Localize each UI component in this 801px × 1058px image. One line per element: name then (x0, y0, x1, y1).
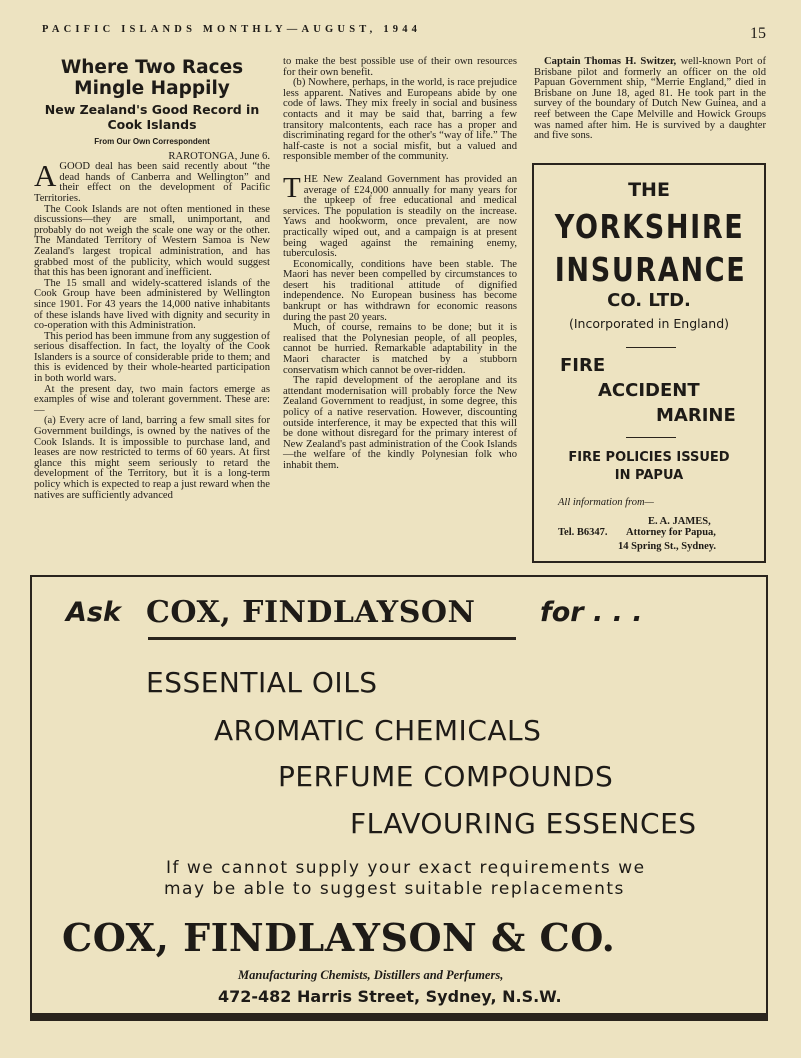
obituary-paragraph (534, 57, 766, 142)
ad-fire: FIRE (560, 355, 606, 376)
ad-note-line1: If we cannot supply your exact requirements we (166, 858, 646, 878)
ad-telephone: Tel. B6347. (558, 527, 608, 538)
ad-agent: E. A. JAMES, (648, 516, 711, 527)
obituary-name: Captain Thomas H. Switzer, (544, 56, 677, 67)
ad-divider (626, 347, 676, 348)
yorkshire-insurance-ad (532, 163, 766, 563)
paragraph-text: to make the best possible use of their own resources for their own benefit. (283, 56, 517, 78)
ad-divider (626, 437, 676, 438)
product-aromatic-chemicals: AROMATIC CHEMICALS (214, 714, 542, 747)
ad-company-address: 472-482 Harris Street, Sydney, N.S.W. (218, 987, 562, 1006)
ad-brand-underline (148, 637, 516, 640)
paragraph-text: HE New Zealand Government has provided an average of £24,000 annually for many years for the upkeep of free educational and medical services. The population is steadily on the increase. Yaws and hookworm, once prevalent, are now practically wiped out, and a campaign is at present being waged against the remaining enemy, tuberculosis. (283, 173, 517, 260)
article-paragraph (283, 57, 517, 78)
ad-for: for . . . (540, 597, 643, 628)
drop-cap: A (34, 158, 57, 194)
cox-findlayson-ad (30, 575, 768, 1015)
product-essential-oils: ESSENTIAL OILS (146, 666, 378, 699)
ad-marine: MARINE (656, 405, 736, 426)
paragraph-text: GOOD deal has been said recently about “the dead hands of Canberra and Wellington” and their effect on the development of Pacific Territories. (34, 161, 270, 204)
drop-cap: T (283, 171, 301, 204)
ad-attorney: Attorney for Papua, (626, 527, 716, 538)
article-paragraph (283, 171, 517, 260)
paragraph-text: The Cook Islands are not often mentioned in these discussions—they are small, unimportant, and probably do not weigh the scale one way or the other. The Mandated Territory of Western Samoa is New Zealand's largest tropical administration, and has grabbed most of the publicity, which would suggest that this has been ignorant and inefficient. (34, 203, 270, 279)
ad-policies-line2: IN PAPUA (614, 468, 684, 483)
paragraph-text: Economically, conditions have been stable. The Maori has never been compelled by circumstances to desert his traditional attitude of dignified independence. No European business has become bankrupt or has withdrawn for economic reasons during the past 20 years. (283, 258, 517, 323)
obituary-text: well-known Port of Brisbane pilot and formerly an officer on the old Papuan Government ship, “Merrie England,” died in Brisbane on June 18, aged 81. He took part in the survey of the boundary of Dutch New Guinea, and a reef between the Cape Melville and Howick Groups was named after him. He is survived by a daughter and five sons. (534, 56, 766, 142)
paragraph-text: The rapid development of the aeroplane and its attendant modernisation will probably force the New Zealand Government to readjust, in some degree, this policy of a native reservation. However, discounting outside interference, it may be expected that this will be done without disregard for the primary interest of New Zealand's past administration of the Cook Islands—the welfare of the kindly Polynesian folk who inhabit them. (283, 375, 517, 471)
article-paragraph (34, 279, 270, 332)
ad-info: All information from— (558, 497, 654, 508)
article-dateline: RAROTONGA, June 6. (168, 150, 270, 162)
paragraph-text: (a) Every acre of land, barring a few small sites for Government buildings, is owned by the natives of the Cook Islands. It is impossible to purchase land, and leases are now restricted to terms of 60 years. At first glance this might seem seriously to retard the development of the Territory, but it is a long-term policy which is expected to reap a just reward when the natives are sufficiently advanced (34, 415, 270, 501)
running-header: PACIFIC ISLANDS MONTHLY—AUGUST, 1944 (42, 24, 422, 35)
article-paragraph (34, 385, 270, 417)
ad-ask: Ask (66, 597, 121, 628)
article-paragraph (34, 332, 270, 385)
paragraph-text: Much, of course, remains to be done; but it is realised that the Polynesian people, of all peoples, cannot be hurried. Remarkable adaptability in the Maori character is matched by a stubborn conservatism which cannot be over-ridden. (283, 322, 517, 376)
article-headline: Where Two Races Mingle Happily (60, 57, 244, 99)
ad-address: 14 Spring St., Sydney. (618, 541, 717, 552)
page-number: 15 (750, 25, 766, 42)
paragraph-text: This period has been immune from any suggestion of serious disaffection. In fact, the loyalty of the Cook Islanders is a source of considerable pride to them; and this is evidenced by their whole-hearted participation in both world wars. (34, 330, 270, 385)
ad-brand: COX, FINDLAYSON (146, 595, 476, 630)
article-paragraph (283, 78, 517, 163)
ad-co-ltd: CO. LTD. (607, 290, 691, 311)
paragraph-text: The 15 small and widely-scattered islands of the Cook Group have been administered by Wellington since 1901. For 43 years the 14,000 native inhabitants of these islands have lived with dignity and security in co-operation with this Administration. (34, 277, 270, 332)
paragraph-text: At the present day, two main factors emerge as examples of wise and tolerant government. These are:— (34, 383, 270, 416)
article-body-col2 (283, 57, 517, 472)
article-byline: From Our Own Correspondent (94, 137, 210, 146)
product-flavouring-essences: FLAVOURING ESSENCES (350, 807, 697, 840)
paragraph-text: (b) Nowhere, perhaps, in the world, is race prejudice less apparent. Natives and Europeans abide by one code of laws. They mix freely in social and business contacts and it may be said that, barring a few transitory malcontents, each race has a proper and discriminating regard for the other's “way of life.” The half-caste is not a social misfit, but a valued and responsible member of the community. (283, 77, 517, 163)
ad-company-name: COX, FINDLAYSON & CO. (62, 915, 616, 960)
article-paragraph (283, 260, 517, 324)
article-column-1 (34, 57, 270, 501)
article-paragraph (283, 323, 517, 376)
ad-the: THE (628, 179, 670, 201)
article-subheadline: New Zealand's Good Record in Cook Islands (44, 102, 260, 132)
article-paragraph (283, 376, 517, 471)
ad-yorkshire: YORKSHIRE (554, 207, 745, 246)
ad-accident: ACCIDENT (598, 380, 700, 401)
ad-incorporated: (Incorporated in England) (568, 316, 730, 331)
article-paragraph (34, 205, 270, 279)
article-body-col1 (34, 158, 270, 501)
ad-tagline: Manufacturing Chemists, Distillers and Perfumers, (238, 968, 504, 982)
ad-bottom-rule (30, 1015, 768, 1021)
article-paragraph (34, 416, 270, 501)
ad-policies-line1: FIRE POLICIES ISSUED (568, 450, 730, 465)
ad-insurance: INSURANCE (554, 250, 747, 289)
article-column-2 (283, 57, 517, 472)
ad-note-line2: may be able to suggest suitable replacements (164, 879, 625, 899)
product-perfume-compounds: PERFUME COMPOUNDS (278, 760, 614, 793)
article-paragraph (34, 158, 270, 204)
